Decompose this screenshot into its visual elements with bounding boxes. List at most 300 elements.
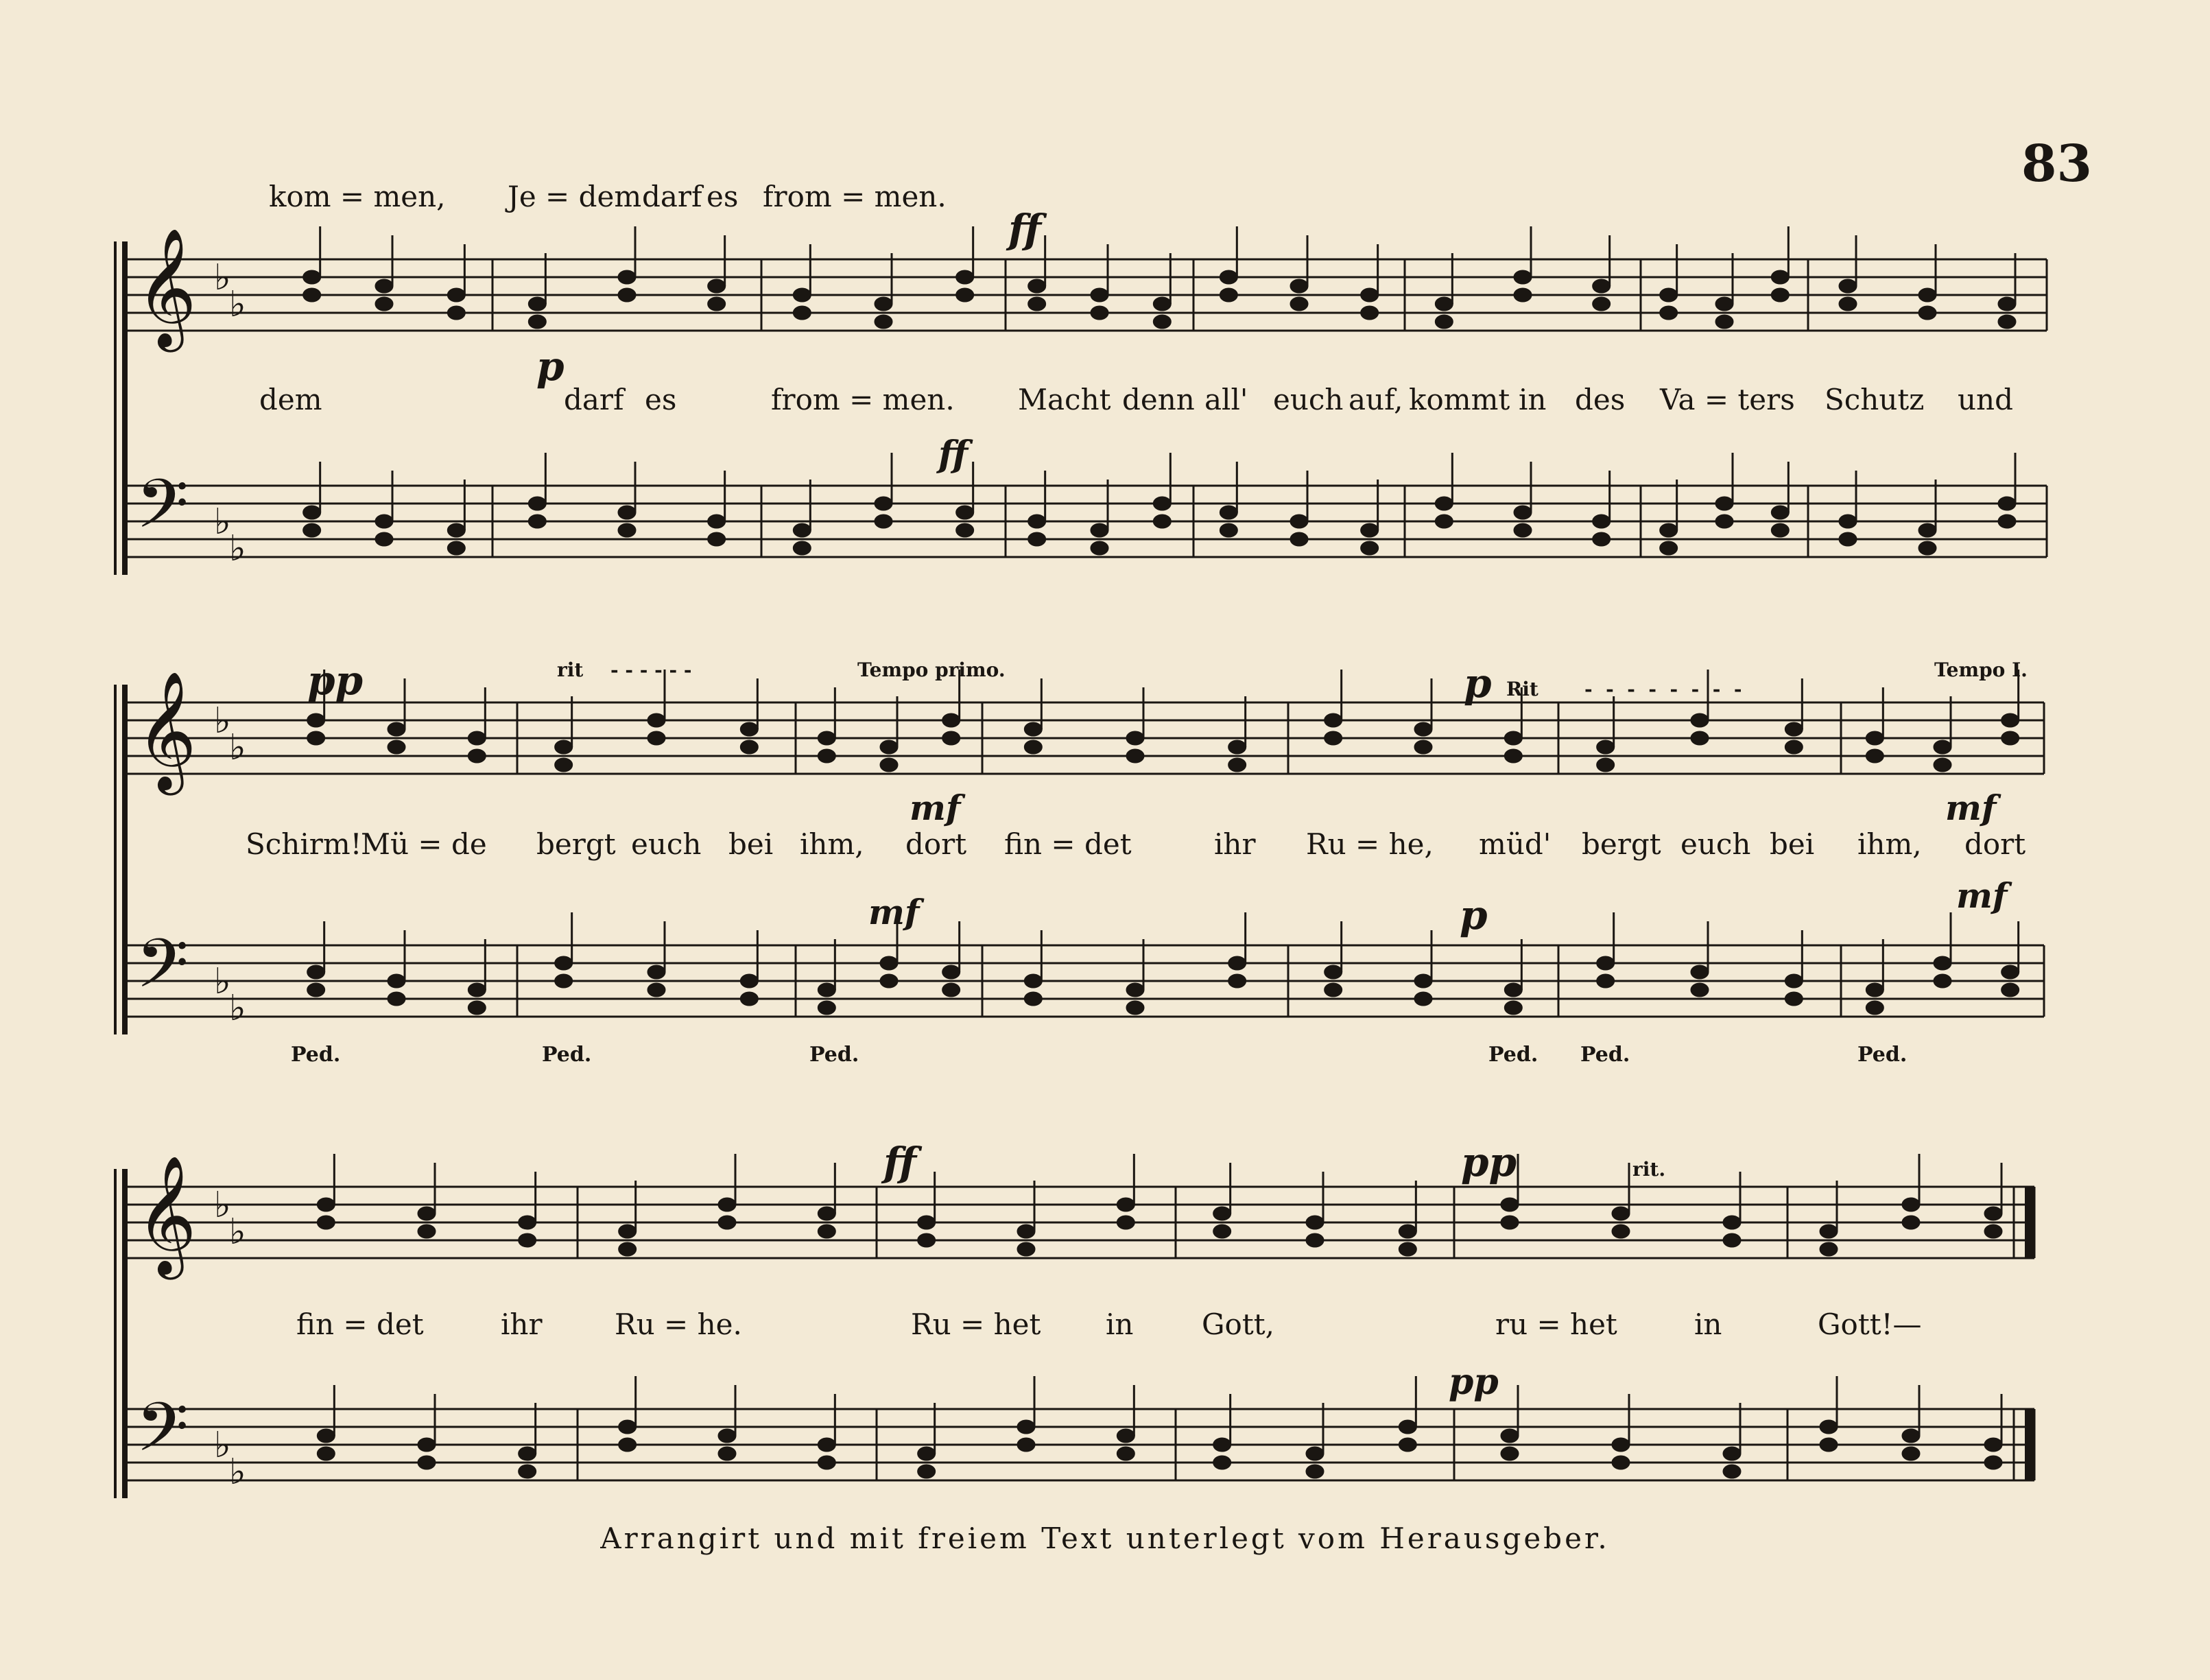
lyric: es (645, 383, 677, 416)
notehead (718, 1198, 736, 1211)
notehead (1691, 731, 1709, 745)
notehead (1091, 523, 1108, 537)
rit-dashes: - - - - - - (610, 659, 692, 681)
pedal-mark: Ped. (1857, 1043, 1908, 1067)
notehead (1220, 288, 1237, 302)
treble-clef: 𝄞 (136, 1155, 197, 1275)
notehead (1399, 1438, 1416, 1452)
bass-clef: 𝄢 (136, 465, 189, 560)
notehead (818, 1438, 835, 1452)
flat-sign: ♭ (229, 284, 246, 325)
notehead (1153, 315, 1171, 329)
notehead (2001, 713, 2019, 727)
notehead (1017, 1242, 1035, 1256)
notehead (1902, 1216, 1920, 1229)
notehead (388, 974, 405, 988)
pedal-mark: Ped. (1580, 1043, 1630, 1067)
notehead (1290, 279, 1308, 293)
flat-sign: ♭ (214, 961, 231, 1002)
notehead (1228, 740, 1246, 754)
notehead (555, 956, 573, 970)
lyric: in (1694, 1308, 1722, 1341)
lyric: Va = ters (1660, 383, 1795, 416)
notehead (1504, 983, 1522, 997)
notehead (1785, 974, 1803, 988)
lyric: ihm, (1857, 827, 1922, 861)
notehead (875, 315, 892, 329)
notehead (1715, 297, 1733, 311)
notehead (1514, 288, 1532, 302)
notehead (942, 713, 960, 727)
notehead (1028, 514, 1046, 528)
notehead (1866, 731, 1884, 745)
notehead (1213, 1438, 1231, 1452)
notehead (1839, 279, 1857, 293)
flat-sign: ♭ (214, 1185, 231, 1226)
notehead (2001, 983, 2019, 997)
notehead (468, 1001, 486, 1015)
notehead (708, 297, 726, 311)
notehead (1771, 270, 1789, 284)
lyric: denn (1122, 383, 1195, 416)
notehead (647, 731, 665, 745)
notehead (375, 532, 393, 546)
notehead (418, 1224, 436, 1238)
notehead (1153, 497, 1171, 510)
notehead (818, 1001, 835, 1015)
notehead (1723, 1447, 1741, 1460)
dynamic-marking: p (1460, 892, 1488, 938)
notehead (1902, 1198, 1920, 1211)
rit-dashes: - - - - - - - - (1584, 678, 1742, 700)
lyric: ihr (501, 1308, 543, 1341)
notehead (1597, 740, 1615, 754)
flat-sign: ♭ (214, 1425, 231, 1466)
notehead (1723, 1233, 1741, 1247)
dynamic-marking: p (536, 343, 565, 390)
notehead (519, 1216, 536, 1229)
dynamic-marking: pp (1449, 1361, 1499, 1403)
notehead (740, 992, 758, 1006)
lyric: fin = det (296, 1308, 424, 1341)
lyric: Ru = het (911, 1308, 1041, 1341)
notehead (1820, 1224, 1838, 1238)
notehead (818, 1207, 835, 1220)
notehead (942, 965, 960, 979)
lyric: bergt (536, 827, 616, 861)
notehead (519, 1465, 536, 1478)
notehead (1126, 749, 1144, 763)
lyric: Ru = he. (615, 1308, 742, 1341)
notehead (1028, 297, 1046, 311)
lyric: all' (1204, 383, 1248, 416)
notehead (1839, 532, 1857, 546)
lyric: from = men. (771, 383, 955, 416)
notehead (1902, 1447, 1920, 1460)
lyric: dem (259, 383, 322, 416)
lyric: Macht (1018, 383, 1111, 416)
notehead (1514, 506, 1532, 519)
notehead (1117, 1216, 1134, 1229)
pedal-mark: Ped. (1488, 1043, 1538, 1067)
notehead (1998, 514, 2016, 528)
notehead (1324, 983, 1342, 997)
notehead (1306, 1216, 1324, 1229)
notehead (1593, 297, 1611, 311)
notehead (718, 1216, 736, 1229)
notehead (1514, 523, 1532, 537)
notehead (1017, 1420, 1035, 1434)
notehead (1660, 523, 1678, 537)
notehead (555, 740, 573, 754)
notehead (1918, 288, 1936, 302)
notehead (942, 983, 960, 997)
bass-clef: 𝄢 (136, 1388, 189, 1484)
flat-sign: ♭ (214, 501, 231, 543)
notehead (1435, 315, 1453, 329)
notehead (317, 1198, 335, 1211)
final-barline (2025, 1187, 2034, 1258)
notehead (1361, 541, 1379, 555)
notehead (918, 1216, 936, 1229)
notehead (1612, 1224, 1630, 1238)
notehead (918, 1233, 936, 1247)
notehead (1934, 956, 1951, 970)
lyric: darf (564, 383, 624, 416)
lyric: kommt (1409, 383, 1510, 416)
notehead (793, 288, 811, 302)
dynamic-marking: p (1464, 660, 1492, 707)
flat-sign: ♭ (229, 1452, 246, 1493)
notehead (388, 740, 405, 754)
notehead (1984, 1438, 2002, 1452)
notehead (1324, 731, 1342, 745)
treble-clef: 𝄞 (136, 671, 197, 790)
flat-sign: ♭ (214, 700, 231, 742)
pedal-mark: Ped. (809, 1043, 859, 1067)
notehead (1501, 1198, 1519, 1211)
lyric: ihm, (800, 827, 864, 861)
notehead (1934, 740, 1951, 754)
notehead (1723, 1465, 1741, 1478)
notehead (1660, 288, 1678, 302)
notehead (1612, 1456, 1630, 1469)
notehead (1771, 288, 1789, 302)
notehead (1324, 713, 1342, 727)
notehead (1984, 1456, 2002, 1469)
notehead (528, 514, 546, 528)
notehead (647, 983, 665, 997)
tempo-primo: Tempo primo. (857, 659, 1006, 681)
notehead (1820, 1242, 1838, 1256)
notehead (1290, 532, 1308, 546)
notehead (1153, 297, 1171, 311)
notehead (1984, 1207, 2002, 1220)
notehead (1414, 722, 1432, 736)
lyric: fin = det (1004, 827, 1132, 861)
notehead (1918, 541, 1936, 555)
notehead (519, 1447, 536, 1460)
lyric: euch (631, 827, 702, 861)
notehead (1820, 1420, 1838, 1434)
notehead (307, 713, 325, 727)
notehead (1017, 1224, 1035, 1238)
lyric: bei (728, 827, 774, 861)
notehead (956, 270, 974, 284)
dynamic-marking: mf (1945, 788, 1997, 828)
notehead (918, 1465, 936, 1478)
notehead (1361, 288, 1379, 302)
notehead (880, 758, 898, 772)
notehead (1866, 1001, 1884, 1015)
notehead (1306, 1447, 1324, 1460)
notehead (1117, 1429, 1134, 1443)
notehead (1691, 713, 1709, 727)
notehead (1785, 722, 1803, 736)
notehead (1593, 514, 1611, 528)
notehead (1501, 1216, 1519, 1229)
notehead (647, 965, 665, 979)
notehead (1399, 1242, 1416, 1256)
notehead (1220, 506, 1237, 519)
notehead (1691, 965, 1709, 979)
notehead (1771, 523, 1789, 537)
notehead (1228, 974, 1246, 988)
notehead (1361, 306, 1379, 320)
notehead (375, 514, 393, 528)
notehead (519, 1233, 536, 1247)
notehead (1024, 740, 1042, 754)
notehead (1228, 758, 1246, 772)
lyric: euch (1680, 827, 1751, 861)
notehead (1028, 532, 1046, 546)
notehead (619, 1438, 637, 1452)
notehead (1435, 497, 1453, 510)
notehead (1126, 1001, 1144, 1015)
notehead (1435, 297, 1453, 311)
notehead (619, 1224, 637, 1238)
lyric: auf, (1348, 383, 1403, 416)
notehead (1306, 1233, 1324, 1247)
notehead (818, 1456, 835, 1469)
notehead (1839, 297, 1857, 311)
lyric: Ru = he, (1306, 827, 1434, 861)
notehead (1504, 749, 1522, 763)
notehead (1399, 1420, 1416, 1434)
notehead (1213, 1456, 1231, 1469)
notehead (718, 1429, 736, 1443)
notehead (1091, 541, 1108, 555)
notehead (1504, 731, 1522, 745)
notehead (1435, 514, 1453, 528)
notehead (447, 541, 465, 555)
rit-marking: Rit (1506, 678, 1538, 700)
dynamic-marking: ff (883, 1139, 916, 1185)
notehead (1504, 1001, 1522, 1015)
lyric: in (1106, 1308, 1134, 1341)
notehead (1612, 1438, 1630, 1452)
rit-marking: rit. (1632, 1158, 1666, 1181)
lyric: kom = men, (269, 180, 446, 213)
notehead (708, 279, 726, 293)
notehead (1715, 497, 1733, 510)
dynamic-marking: pp (1461, 1139, 1517, 1185)
treble-clef: 𝄞 (136, 228, 197, 347)
dynamic-marking: mf (910, 788, 961, 828)
notehead (619, 1420, 637, 1434)
notehead (1501, 1429, 1519, 1443)
notehead (1597, 758, 1615, 772)
notehead (2001, 731, 2019, 745)
notehead (1723, 1216, 1741, 1229)
flat-sign: ♭ (229, 1211, 246, 1253)
notehead (1213, 1224, 1231, 1238)
notehead (468, 731, 486, 745)
notehead (1820, 1438, 1838, 1452)
lyric: und (1958, 383, 2013, 416)
notehead (875, 514, 892, 528)
notehead (418, 1207, 436, 1220)
notehead (1091, 306, 1108, 320)
notehead (555, 974, 573, 988)
notehead (447, 288, 465, 302)
notehead (1414, 974, 1432, 988)
notehead (1597, 956, 1615, 970)
notehead (718, 1447, 736, 1460)
dynamic-marking: pp (307, 657, 364, 704)
flat-sign: ♭ (214, 257, 231, 298)
notehead (1785, 992, 1803, 1006)
notehead (956, 506, 974, 519)
notehead (1091, 288, 1108, 302)
notehead (1117, 1198, 1134, 1211)
notehead (1660, 541, 1678, 555)
dynamic-marking: mf (1956, 875, 2008, 916)
notehead (303, 506, 321, 519)
notehead (1324, 965, 1342, 979)
notehead (1361, 523, 1379, 537)
notehead (468, 749, 486, 763)
notehead (818, 749, 835, 763)
notehead (528, 497, 546, 510)
lyric: Mü = de (361, 827, 487, 861)
notehead (1984, 1224, 2002, 1238)
notehead (418, 1456, 436, 1469)
notehead (793, 541, 811, 555)
notehead (1998, 497, 2016, 510)
lyric: Schutz (1825, 383, 1925, 416)
notehead (875, 497, 892, 510)
notehead (528, 315, 546, 329)
lyric: ru = het (1495, 1308, 1617, 1341)
dynamic-marking: ff (1008, 206, 1041, 252)
notehead (447, 523, 465, 537)
notehead (880, 740, 898, 754)
notehead (1839, 514, 1857, 528)
lyric: bei (1770, 827, 1815, 861)
notehead (818, 731, 835, 745)
lyric: des (1575, 383, 1626, 416)
notehead (1785, 740, 1803, 754)
page-number: 83 (2021, 134, 2092, 193)
notehead (317, 1216, 335, 1229)
notehead (793, 306, 811, 320)
notehead (1028, 279, 1046, 293)
flat-sign: ♭ (229, 988, 246, 1029)
lyric: Gott!— (1818, 1308, 1922, 1341)
notehead (818, 1224, 835, 1238)
notehead (528, 297, 546, 311)
pedal-mark: Ped. (542, 1043, 592, 1067)
notehead (880, 956, 898, 970)
notehead (942, 731, 960, 745)
notehead (619, 1242, 637, 1256)
notehead (388, 722, 405, 736)
notehead (1866, 749, 1884, 763)
notehead (1228, 956, 1246, 970)
pedal-mark: Ped. (291, 1043, 341, 1067)
notehead (1024, 974, 1042, 988)
notehead (1660, 306, 1678, 320)
lyric: Je = dem (508, 180, 642, 213)
notehead (1998, 315, 2016, 329)
notehead (2001, 965, 2019, 979)
notehead (1024, 992, 1042, 1006)
notehead (1414, 992, 1432, 1006)
notehead (1934, 974, 1951, 988)
notehead (618, 288, 636, 302)
notehead (1902, 1429, 1920, 1443)
notehead (418, 1438, 436, 1452)
lyric: ihr (1214, 827, 1256, 861)
notehead (1126, 983, 1144, 997)
rit-marking: rit (557, 659, 584, 681)
notehead (317, 1447, 335, 1460)
notehead (1597, 974, 1615, 988)
lyric: bergt (1582, 827, 1661, 861)
notehead (1998, 297, 2016, 311)
notehead (1126, 731, 1144, 745)
notehead (1934, 758, 1951, 772)
notehead (740, 740, 758, 754)
notehead (447, 306, 465, 320)
dynamic-marking: mf (868, 892, 920, 932)
notehead (1715, 514, 1733, 528)
notehead (1306, 1465, 1324, 1478)
notehead (1612, 1207, 1630, 1220)
notehead (1213, 1207, 1231, 1220)
lyric: in (1519, 383, 1547, 416)
notehead (618, 270, 636, 284)
notehead (1691, 983, 1709, 997)
notehead (1593, 279, 1611, 293)
notehead (1117, 1447, 1134, 1460)
lyric: müd' (1479, 827, 1552, 861)
notehead (740, 722, 758, 736)
notehead (618, 506, 636, 519)
notehead (740, 974, 758, 988)
notehead (875, 297, 892, 311)
notehead (317, 1429, 335, 1443)
notehead (918, 1447, 936, 1460)
notehead (1017, 1438, 1035, 1452)
notehead (303, 523, 321, 537)
notehead (1918, 306, 1936, 320)
flat-sign: ♭ (229, 528, 246, 569)
notehead (818, 983, 835, 997)
notehead (307, 983, 325, 997)
notehead (880, 974, 898, 988)
